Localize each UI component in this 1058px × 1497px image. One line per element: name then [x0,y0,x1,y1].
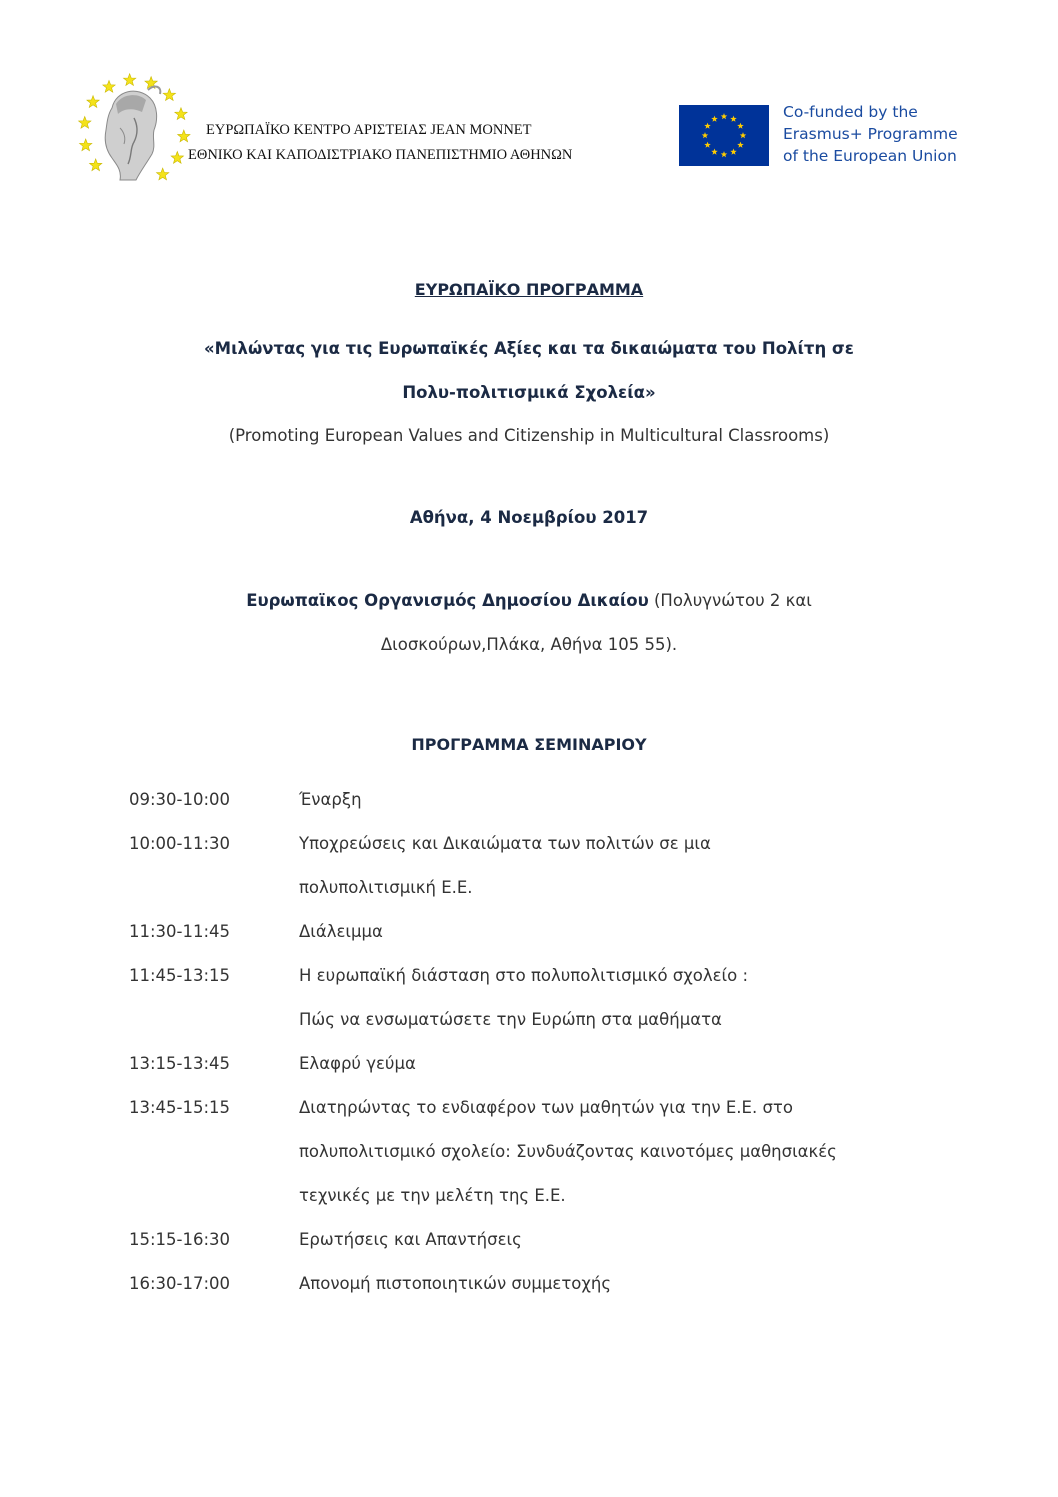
logo-star [79,116,91,128]
schedule-time: 16:30-17:00 [129,1274,231,1293]
program-title-line2: Πολυ-πολιτισμικά Σχολεία» [402,383,656,402]
schedule-description [299,966,748,1054]
schedule-description-line: Έναρξη [299,790,362,809]
schedule-description [299,922,383,966]
venue-name: Ευρωπαϊκος Οργανισμός Δημοσίου Δικαίου [246,591,649,610]
institution-name-line2: ΕΘΝΙΚΟ ΚΑΙ ΚΑΠΟΔΙΣΤΡΙΑΚΟ ΠΑΝΕΠΙΣΤΗΜΙΟ ΑΘΗΝΩΝ [188,147,573,163]
schedule-time: 10:00-11:30 [129,834,231,853]
schedule-description-line: Υποχρεώσεις και Δικαιώματα των πολιτών σε μια [299,834,711,853]
seminar-heading: ΠΡΟΓΡΑΜΜΑ ΣΕΜΙΝΑΡΙΟΥ [411,735,647,754]
schedule-time: 11:30-11:45 [129,922,231,941]
schedule-description-line: πολυπολιτισμική Ε.Ε. [299,878,473,897]
erasmus-cofunded-line2: Erasmus+ Programme [783,125,958,143]
venue-address-part1: (Πολυγνώτου 2 και [648,591,812,610]
logo-star [80,139,92,151]
schedule-description-line: Διατηρώντας το ενδιαφέρον των μαθητών για την Ε.Ε. στο [299,1098,793,1117]
schedule-description [299,1054,416,1098]
schedule-description-line: Πώς να ενσωματώσετε την Ευρώπη στα μαθήματα [299,1010,722,1029]
venue-line1 [0,591,1058,610]
logo-star [87,96,99,108]
logo-star [90,159,102,171]
program-title-line1: «Μιλώντας για τις Ευρωπαϊκές Αξίες και τα δικαιώματα του Πολίτη σε [204,339,854,358]
schedule-time: 11:45-13:15 [129,966,231,985]
schedule-description-line: πολυπολιτισμικό σχολείο: Συνδυάζοντας καινοτόμες μαθησιακές [299,1142,837,1161]
logo-star [163,89,175,101]
logo-star [123,74,135,86]
schedule-time: 15:15-16:30 [129,1230,231,1249]
logo-star [175,108,187,120]
program-subtitle: (Promoting European Values and Citizenship in Multicultural Classrooms) [228,426,830,445]
event-date: Αθήνα, 4 Νοεμβρίου 2017 [409,508,649,527]
schedule-description-line: Ερωτήσεις και Απαντήσεις [299,1230,522,1249]
schedule-description-line: Απονομή πιστοποιητικών συμμετοχής [299,1274,612,1293]
schedule-description [299,1230,522,1274]
jean-monnet-logo [76,68,192,196]
logo-star [171,152,183,164]
institution-name-line1: ΕΥΡΩΠΑΪΚΟ ΚΕΝΤΡΟ ΑΡΙΣΤΕΙΑΣ JEAN MONNET [206,122,532,138]
schedule-description [299,834,711,922]
schedule-description-line: Η ευρωπαϊκή διάσταση στο πολυπολιτισμικό σχολείο : [299,966,749,985]
schedule-description-line: τεχνικές με την μελέτη της Ε.Ε. [299,1186,566,1205]
logo-star [103,80,115,92]
venue-address-part2: Διοσκούρων,Πλάκα, Αθήνα 105 55). [380,635,678,654]
schedule-time: 13:15-13:45 [129,1054,231,1073]
schedule-description-line: Ελαφρύ γεύμα [299,1054,416,1073]
erasmus-cofunded-line3: of the European Union [783,147,957,165]
program-heading: ΕΥΡΩΠΑΪΚΟ ΠΡΟΓΡΑΜΜΑ [414,280,644,299]
schedule-time: 13:45-15:15 [129,1098,231,1117]
schedule-description [299,1274,611,1318]
eu-flag-icon [679,105,769,166]
schedule-description-line: Διάλειμμα [299,922,383,941]
schedule-description [299,790,362,834]
schedule-description [299,1098,837,1230]
erasmus-cofunded-line1: Co-funded by the [783,103,918,121]
schedule-time: 09:30-10:00 [129,790,231,809]
logo-star [157,168,169,180]
athena-head-icon [105,87,160,180]
logo-star [178,130,190,142]
